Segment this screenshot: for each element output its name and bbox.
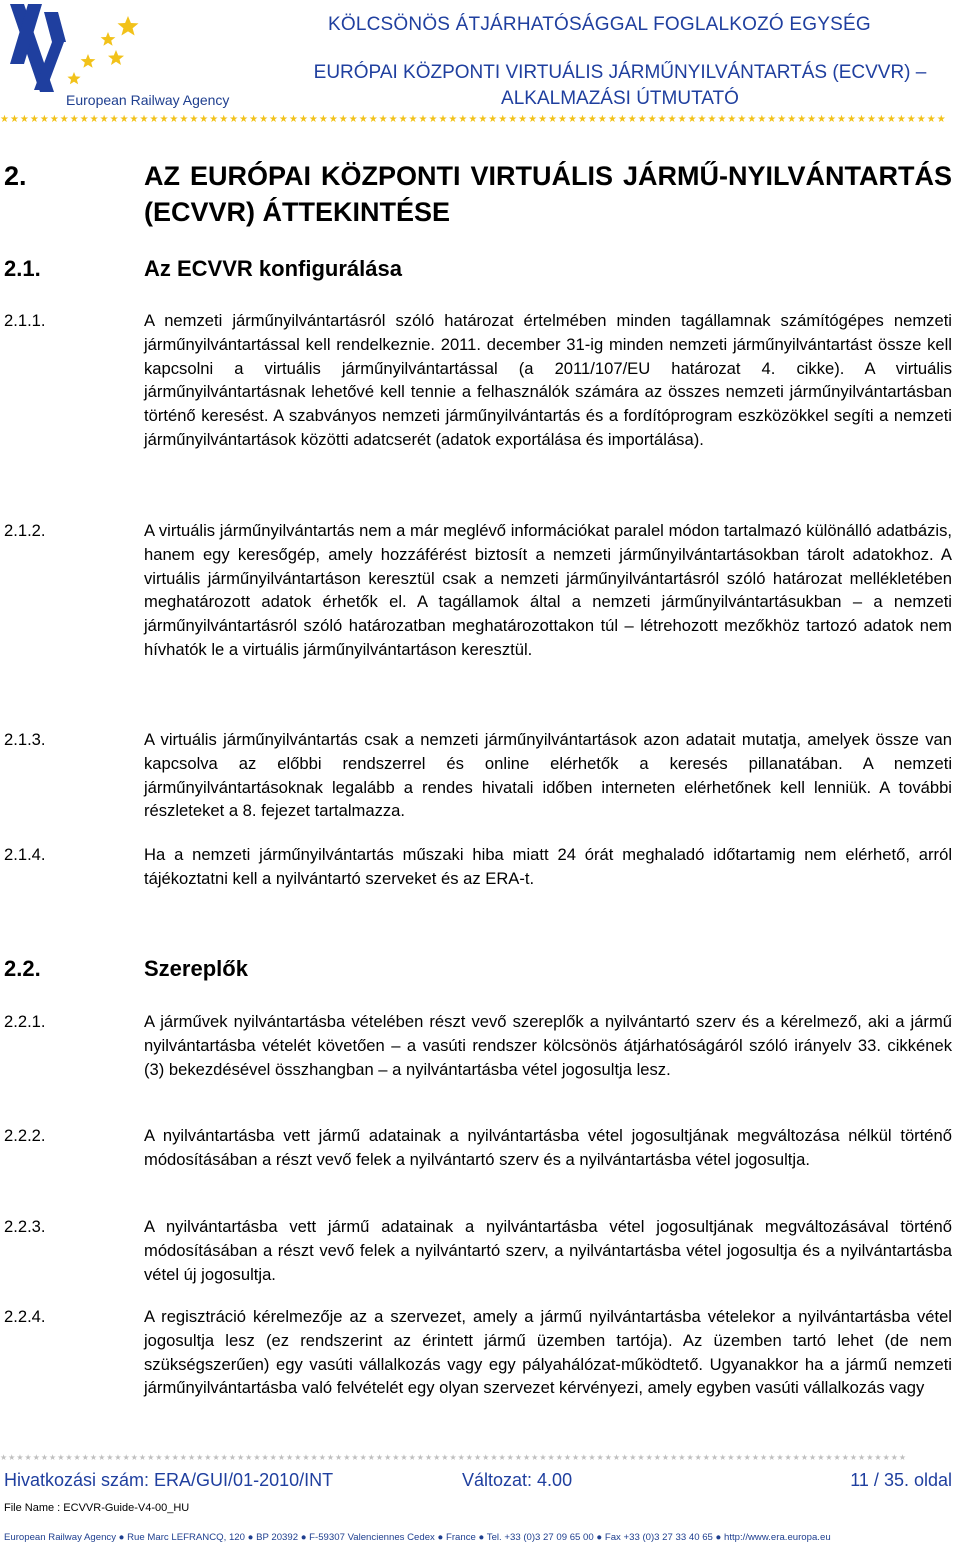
section-number: 2. [4,161,27,191]
subsection-number: 2.1. [4,256,41,281]
footer-address: European Railway Agency ● Rue Marc LEFRANCQ, 120 ● BP 20392 ● F-59307 Valenciennes Cedex ● France ● Tel. +33 (0)3 27 09 65 00 ● Fax +33 (0)3 27 33 40 65 ● http://www.era.europa.eu [4,1532,831,1543]
header-unit-title: KÖLCSÖNÖS ÁTJÁRHATÓSÁGGAL FOGLALKOZÓ EGYSÉG [328,14,871,35]
footer-page-number: 11 / 35. oldal [850,1470,952,1490]
paragraph-text: A nyilvántartásba vett jármű adatainak a nyilvántartásba vétel jogosultjának megváltozásával történő módosításában a részt vevő felek a nyilvántartó szerv, a nyilvántartásba vétel jogosultja és a nyilvántartásba vétel új jogosultja. [144,1217,952,1284]
star-divider: ★★★★★★★★★★★★★★★★★★★★★★★★★★★★★★★★★★★★★★★★★★★★★★★★★★★★★★★★★★★★★★★★★★★★★★★★★★★★★★★★★★★★★★★★★★★★★★★ [0,114,947,125]
paragraph-text: A regisztráció kérelmezője az a szervezet, amely a jármű nyilvántartásba vételekor a nyilvántartásba vétel jogosultja lesz (ez rendszerint az érintett jármű üzemben tartója). Az üzemben tartó lehet (de nem szükségszerűen) egy vasúti vállalkozás vagy egy pályahálózat-működtető. Ugyanakkor ha a jármű nemzeti járműnyilvántartásba való felvételét egy olyan szervezet kérvényezi, amely egyben vasúti vállalkozás vagy [144,1307,952,1398]
paragraph [4,843,952,891]
paragraph-text: A nemzeti járműnyilvántartásról szóló határozat értelmében minden tagállamnak számítógépes nemzeti járműnyilvántartással kell rendelkeznie. 2011. december 31-ig minden nemzeti járműnyilvántartást össze kell kapcsolni a virtuális járműnyilvántartással (a 2011/107/EU határozat 4. cikke). A virtuális járműnyilvántartásnak lehetővé kell tennie a felhasználók számára az összes nemzeti járműnyilvántartásban történő keresést. A szabványos nemzeti járműnyilvántartás és a fordítóprogram eszközökkel segíti a nemzeti járműnyilvántartások közötti adatcserét (adatok exportálása és importálása). [144,311,952,449]
paragraph-text: A nyilvántartásba vett jármű adatainak a nyilvántartásba vétel jogosultjának megváltozása nélkül történő módosításában a részt vevő felek a nyilvántartó szerv és a nyilvántartásba vétel jogosultja. [144,1126,952,1169]
footer-version: Változat: 4.00 [462,1470,573,1490]
paragraph-number: 2.1.2. [4,521,46,540]
paragraph-number: 2.2.4. [4,1307,46,1326]
subsection-number: 2.2. [4,956,41,981]
footer-file-name: File Name : ECVVR-Guide-V4-00_HU [4,1502,190,1514]
subsection-title: Szereplők [144,956,248,981]
paragraph-text: A virtuális járműnyilvántartás nem a már meglévő információkat paralel módon tartalmazó különálló adatbázis, hanem egy keresőgép, amely hozzáférést biztosít a nemzeti járműnyilvántartásokban tárolt adatokhoz. A virtuális járműnyilvántartáson keresztül csak a nemzeti járműnyilvántartásról szóló határozat mellékletében meghatározott adatok érhetők el. A tagállamok által a nemzeti járműnyilvántartásukban – a nemzeti járműnyilvántartásról szóló határozatban meghatározottakon túl – létrehozott mezőkhöz tartozó adatok nem hívhatók le a virtuális járműnyilvántartáson keresztül. [144,521,952,659]
paragraph [4,1124,952,1172]
paragraph [4,1305,952,1400]
page-header [0,0,960,130]
paragraph-number: 2.2.1. [4,1012,46,1031]
header-document-title: EURÓPAI KÖZPONTI VIRTUÁLIS JÁRMŰNYILVÁNTARTÁS (ECVVR) – ALKALMAZÁSI ÚTMUTATÓ [313,62,927,109]
paragraph [4,309,952,452]
paragraph [4,519,952,662]
paragraph-number: 2.1.4. [4,845,46,864]
paragraph-text: A járművek nyilvántartásba vételében részt vevő szereplők a nyilvántartó szerv és a kérelmező, aki a jármű nyilvántartásba vételét követően – a vasúti rendszer kölcsönös átjárhatóságáról szóló irányelv 33. cikkének (3) bekezdésével összhangban – a nyilvántartásba vétel jogosultja lesz. [144,1012,952,1079]
paragraph [4,1215,952,1286]
paragraph-number: 2.1.1. [4,311,46,330]
paragraph-text: A virtuális járműnyilvántartás csak a nemzeti járműnyilvántartások azon adatait mutatja, amelyek össze van kapcsolva az előbbi rendszerrel és online elérhetők a keresés pillanatában. A nemzeti járműnyilvántartásoknak legalább a rendes hivatali időben interneten elérhetőnek kell lenniük. A további részleteket a 8. fejezet tartalmazza. [144,730,952,821]
paragraph-number: 2.2.3. [4,1217,46,1236]
footer-reference: Hivatkozási szám: ERA/GUI/01-2010/INT [4,1470,334,1490]
subsection-title: Az ECVVR konfigurálása [144,256,402,281]
paragraph-text: Ha a nemzeti járműnyilvántartás műszaki hiba miatt 24 órát meghaladó időtartamig nem elérhető, arról tájékoztatni kell a nyilvántartó szerveket és az ERA-t. [144,845,952,888]
logo-text: European Railway Agency [66,92,230,108]
footer-star-divider: ★★★★★★★★★★★★★★★★★★★★★★★★★★★★★★★★★★★★★★★★★★★★★★★★★★★★★★★★★★★★★★★★★★★★★★★★★★★★★★★★★★★★★★★★★★★★★★★★★★★★★★★★★★★★★★★ [0,1453,908,1462]
paragraph [4,728,952,823]
paragraph-number: 2.1.3. [4,730,46,749]
section-title: AZ EURÓPAI KÖZPONTI VIRTUÁLIS JÁRMŰ-NYILVÁNTARTÁS (ECVVR) ÁTTEKINTÉSE [144,161,952,227]
paragraph-number: 2.2.2. [4,1126,46,1145]
paragraph [4,1010,952,1081]
